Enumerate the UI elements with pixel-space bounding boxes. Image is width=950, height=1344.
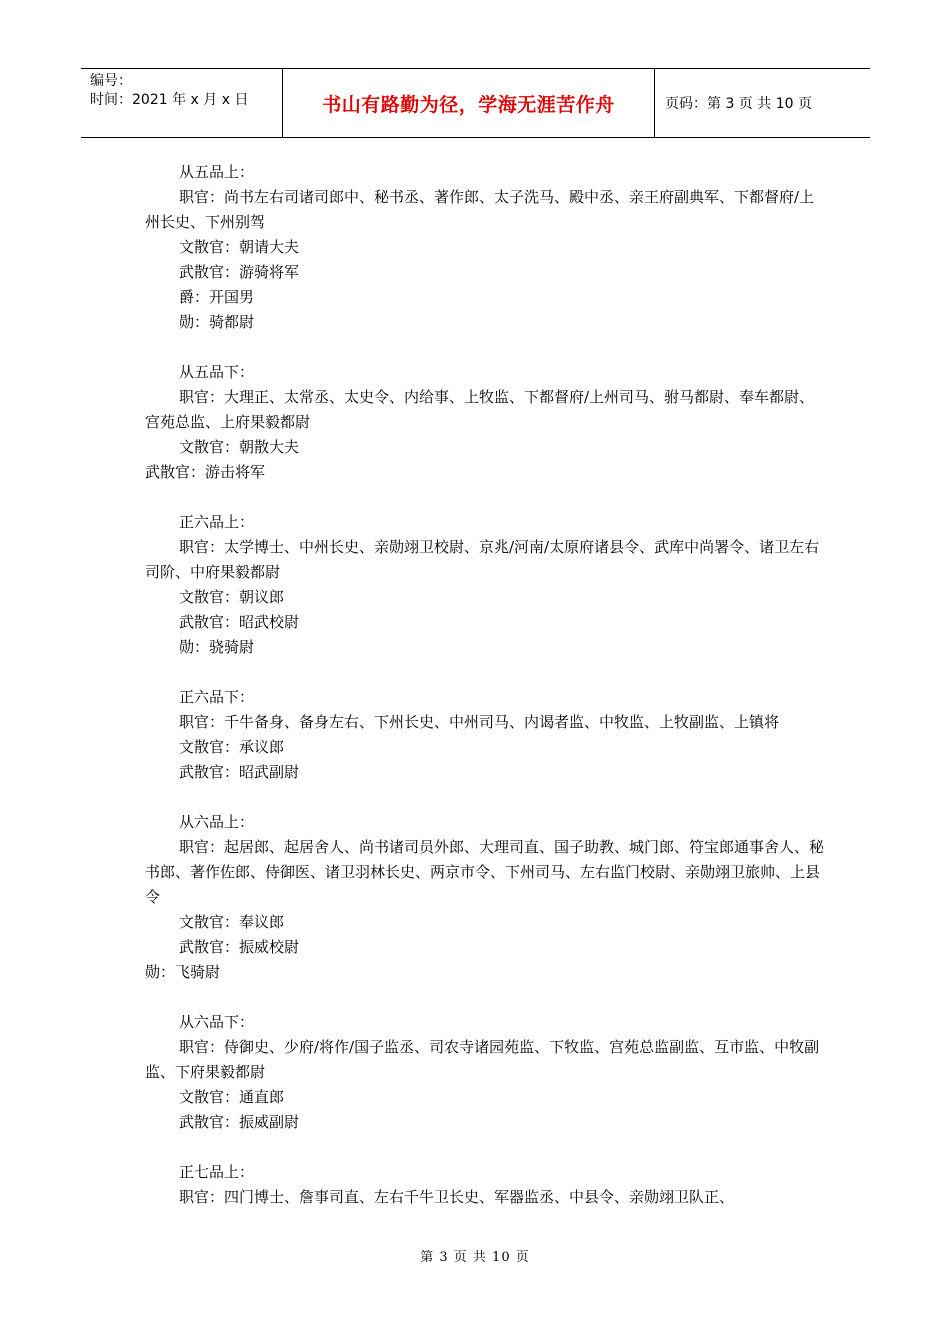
merit-title: 勋：骁骑尉	[179, 638, 255, 656]
civil-rank: 文散官：奉议郎	[179, 913, 285, 931]
rank-section	[145, 360, 825, 485]
rank-title: 从五品下：	[179, 363, 255, 381]
time-label: 时间：2021 年 x 月 x 日	[90, 92, 249, 108]
rank-title: 从六品上：	[179, 813, 255, 831]
document-body	[145, 160, 825, 1235]
military-rank: 武散官：昭武副尉	[179, 763, 300, 781]
rank-section	[145, 810, 825, 985]
number-label: 编号：	[90, 73, 132, 89]
military-rank: 武散官：游击将军	[145, 463, 266, 481]
merit-title: 勋：骑都尉	[179, 313, 255, 331]
rank-section	[145, 1010, 825, 1135]
page-info: 页码：第 3 页 共 10 页	[665, 96, 812, 112]
civil-rank: 文散官：朝请大夫	[179, 238, 300, 256]
office-list: 职官：尚书左右司诸司郎中、秘书丞、著作郎、太子洗马、殿中丞、亲王府副典军、下都督府/上州长史、下州别驾	[145, 188, 815, 231]
office-list: 职官：千牛备身、备身左右、下州长史、中州司马、内谒者监、中牧监、上牧副监、上镇将	[179, 713, 780, 731]
civil-rank: 文散官：承议郎	[179, 738, 285, 756]
military-rank: 武散官：昭武校尉	[179, 613, 300, 631]
civil-rank: 文散官：通直郎	[179, 1088, 285, 1106]
office-list: 职官：四门博士、詹事司直、左右千牛卫长史、军器监丞、中县令、亲勋翊卫队正、	[179, 1188, 735, 1206]
rank-section	[145, 1160, 825, 1210]
civil-rank: 文散官：朝散大夫	[179, 438, 300, 456]
nobility-title: 爵：开国男	[179, 288, 255, 306]
office-list: 职官：侍御史、少府/将作/国子监丞、司农寺诸园苑监、下牧监、宫苑总监副监、互市监、中牧副监、下府果毅都尉	[145, 1038, 820, 1081]
page-footer: 第 3 页 共 10 页	[420, 1250, 530, 1265]
merit-title: 勋：飞骑尉	[145, 963, 221, 981]
rank-title: 正七品上：	[179, 1163, 255, 1181]
rank-title: 从五品上：	[179, 163, 255, 181]
rank-section	[145, 160, 825, 335]
civil-rank: 文散官：朝议郎	[179, 588, 285, 606]
motto: 书山有路勤为径，学海无涯苦作舟	[322, 93, 615, 116]
header-right-cell	[655, 69, 870, 137]
office-list: 职官：起居郎、起居舍人、尚书诸司员外郎、大理司直、国子助教、城门郎、符宝郎通事舍人、秘书郎、著作佐郎、侍御医、诸卫羽林长史、两京市令、下州司马、左右监门校尉、亲勋翊卫旅帅、上县令	[145, 838, 825, 906]
rank-section	[145, 510, 825, 660]
rank-title: 从六品下：	[179, 1013, 255, 1031]
military-rank: 武散官：振威副尉	[179, 1113, 300, 1131]
header-middle-cell	[283, 69, 655, 137]
rank-title: 正六品下：	[179, 688, 255, 706]
document-header	[81, 68, 870, 138]
office-list: 职官：太学博士、中州长史、亲勋翊卫校尉、京兆/河南/太原府诸县令、武库中尚署令、诸卫左右司阶、中府果毅都尉	[145, 538, 820, 581]
military-rank: 武散官：游骑将军	[179, 263, 300, 281]
rank-section	[145, 685, 825, 785]
rank-title: 正六品上：	[179, 513, 255, 531]
header-left-cell	[81, 69, 283, 137]
military-rank: 武散官：振威校尉	[179, 938, 300, 956]
office-list: 职官：大理正、太常丞、太史令、内给事、上牧监、下都督府/上州司马、驸马都尉、奉车都尉、宫苑总监、上府果毅都尉	[145, 388, 815, 431]
